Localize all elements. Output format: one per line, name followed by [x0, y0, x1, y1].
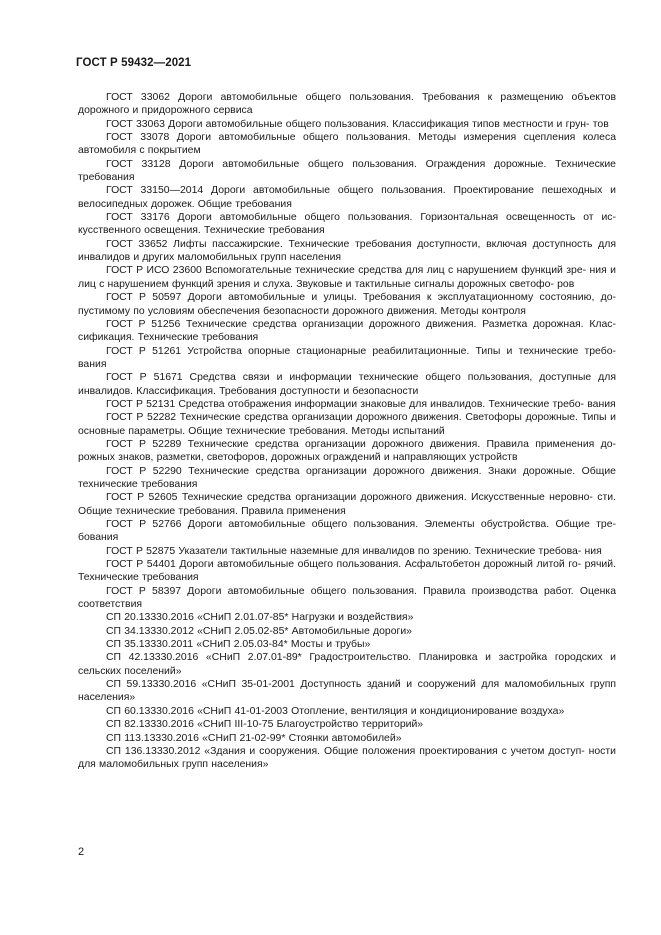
reference-entry: ГОСТ 33128 Дороги автомобильные общего пользования. Ограждения дорожные. Технические требования	[78, 158, 616, 184]
reference-entry: ГОСТ Р ИСО 23600 Вспомогательные технические средства для лиц с нарушением функций зре- ния и лиц с нарушением функций зрения и слуха. Звуковые и тактильные сигналы дорожных светофо- ров	[78, 265, 616, 290]
reference-entry: ГОСТ 33652 Лифты пассажирские. Технические требования доступности, включая доступность для инвалидов и других маломобильных групп населения	[78, 238, 616, 264]
reference-entry: СП 59.13330.2016 «СНиП 35-01-2001 Доступность зданий и сооружений для маломобильных групп населения»	[78, 679, 616, 704]
reference-entry: СП 42.13330.2016 «СНиП 2.07.01-89* Градостроительство. Планировка и застройка городских и сельских поселений»	[78, 652, 616, 677]
reference-entry: ГОСТ Р 58397 Дороги автомобильные общего пользования. Правила производства работ. Оценка соответствия	[78, 585, 616, 611]
reference-entry: ГОСТ Р 50597 Дороги автомобильные и улицы. Требования к эксплуатационному состоянию, до- пустимому по условиям обеспечения безопасности дорожного движения. Методы контроля	[78, 292, 616, 317]
reference-entry: ГОСТ Р 51671 Средства связи и информации технические общего пользования, доступные для инвалидов. Классификация. Требования доступности и безопасности	[78, 372, 616, 397]
reference-entry: СП 82.13330.2016 «СНиП III-10-75 Благоустройство территорий»	[106, 719, 424, 731]
reference-entry: ГОСТ 33063 Дороги автомобильные общего пользования. Классификация типов местности и грун- тов	[106, 118, 609, 130]
reference-entry: ГОСТ Р 51261 Устройства опорные стационарные реабилитационные. Типы и технические требо- вания	[78, 345, 616, 370]
reference-entry: ГОСТ 33176 Дороги автомобильные общего пользования. Горизонтальная освещенность от ис- кусственного освещения. Технические требования	[78, 212, 616, 237]
reference-entry: СП 60.13330.2016 «СНиП 41-01-2003 Отопление, вентиляция и кондиционирование воздуха»	[106, 705, 565, 717]
reference-entry: ГОСТ Р 52290 Технические средства организации дорожного движения. Знаки дорожные. Общие технические требования	[78, 465, 616, 490]
reference-entry: ГОСТ Р 52131 Средства отображения информации знаковые для инвалидов. Технические требо- вания	[106, 398, 616, 410]
reference-entry: ГОСТ 33150—2014 Дороги автомобильные общего пользования. Проектирование пешеходных и велосипедных дорожек. Общие требования	[78, 185, 616, 210]
reference-entry: ГОСТ 33062 Дороги автомобильные общего пользования. Требования к размещению объектов дорожного и придорожного сервиса	[78, 92, 616, 117]
page-number: 2	[78, 846, 85, 858]
document-header: ГОСТ Р 59432—2021	[76, 57, 192, 69]
reference-entry: ГОСТ Р 54401 Дороги автомобильные общего пользования. Асфальтобетон дорожный литой го- рячий. Технические требования	[78, 559, 616, 584]
reference-entry: СП 136.13330.2012 «Здания и сооружения. Общие положения проектирования с учетом доступ- ности для маломобильных групп населения»	[78, 745, 616, 771]
reference-entry: ГОСТ Р 52282 Технические средства организации дорожного движения. Светофоры дорожные. Типы и основные параметры. Общие технические требования. Методы испытаний	[78, 412, 616, 437]
reference-entry: СП 20.13330.2016 «СНиП 2.01.07-85* Нагрузки и воздействия»	[106, 612, 414, 624]
reference-entry: ГОСТ Р 52605 Технические средства организации дорожного движения. Искусственные неровно- сти. Общие технические требования. Правила применения	[78, 492, 616, 517]
reference-entry: ГОСТ 33078 Дороги автомобильные общего пользования. Методы измерения сцепления колеса автомобиля с покрытием	[78, 132, 616, 157]
reference-entry: ГОСТ Р 52289 Технические средства организации дорожного движения. Правила применения до- рожных знаков, разметки, светофоров, дорожных ограждений и направляющих устройств	[78, 438, 616, 464]
reference-entry: ГОСТ Р 51256 Технические средства организации дорожного движения. Разметка дорожная. Клас- сификация. Технические требования	[78, 318, 616, 344]
reference-entry: ГОСТ Р 52766 Дороги автомобильные общего пользования. Элементы обустройства. Общие тре- бования	[78, 519, 616, 544]
reference-list	[78, 91, 616, 772]
reference-entry: СП 34.13330.2012 «СНиП 2.05.02-85* Автомобильные дороги»	[106, 625, 412, 637]
reference-entry: ГОСТ Р 52875 Указатели тактильные наземные для инвалидов по зрению. Технические требова- ния	[106, 545, 602, 557]
reference-entry: СП 113.13330.2016 «СНиП 21-02-99* Стоянки автомобилей»	[106, 732, 402, 744]
reference-entry: СП 35.13330.2011 «СНиП 2.05.03-84* Мосты и трубы»	[106, 639, 371, 651]
